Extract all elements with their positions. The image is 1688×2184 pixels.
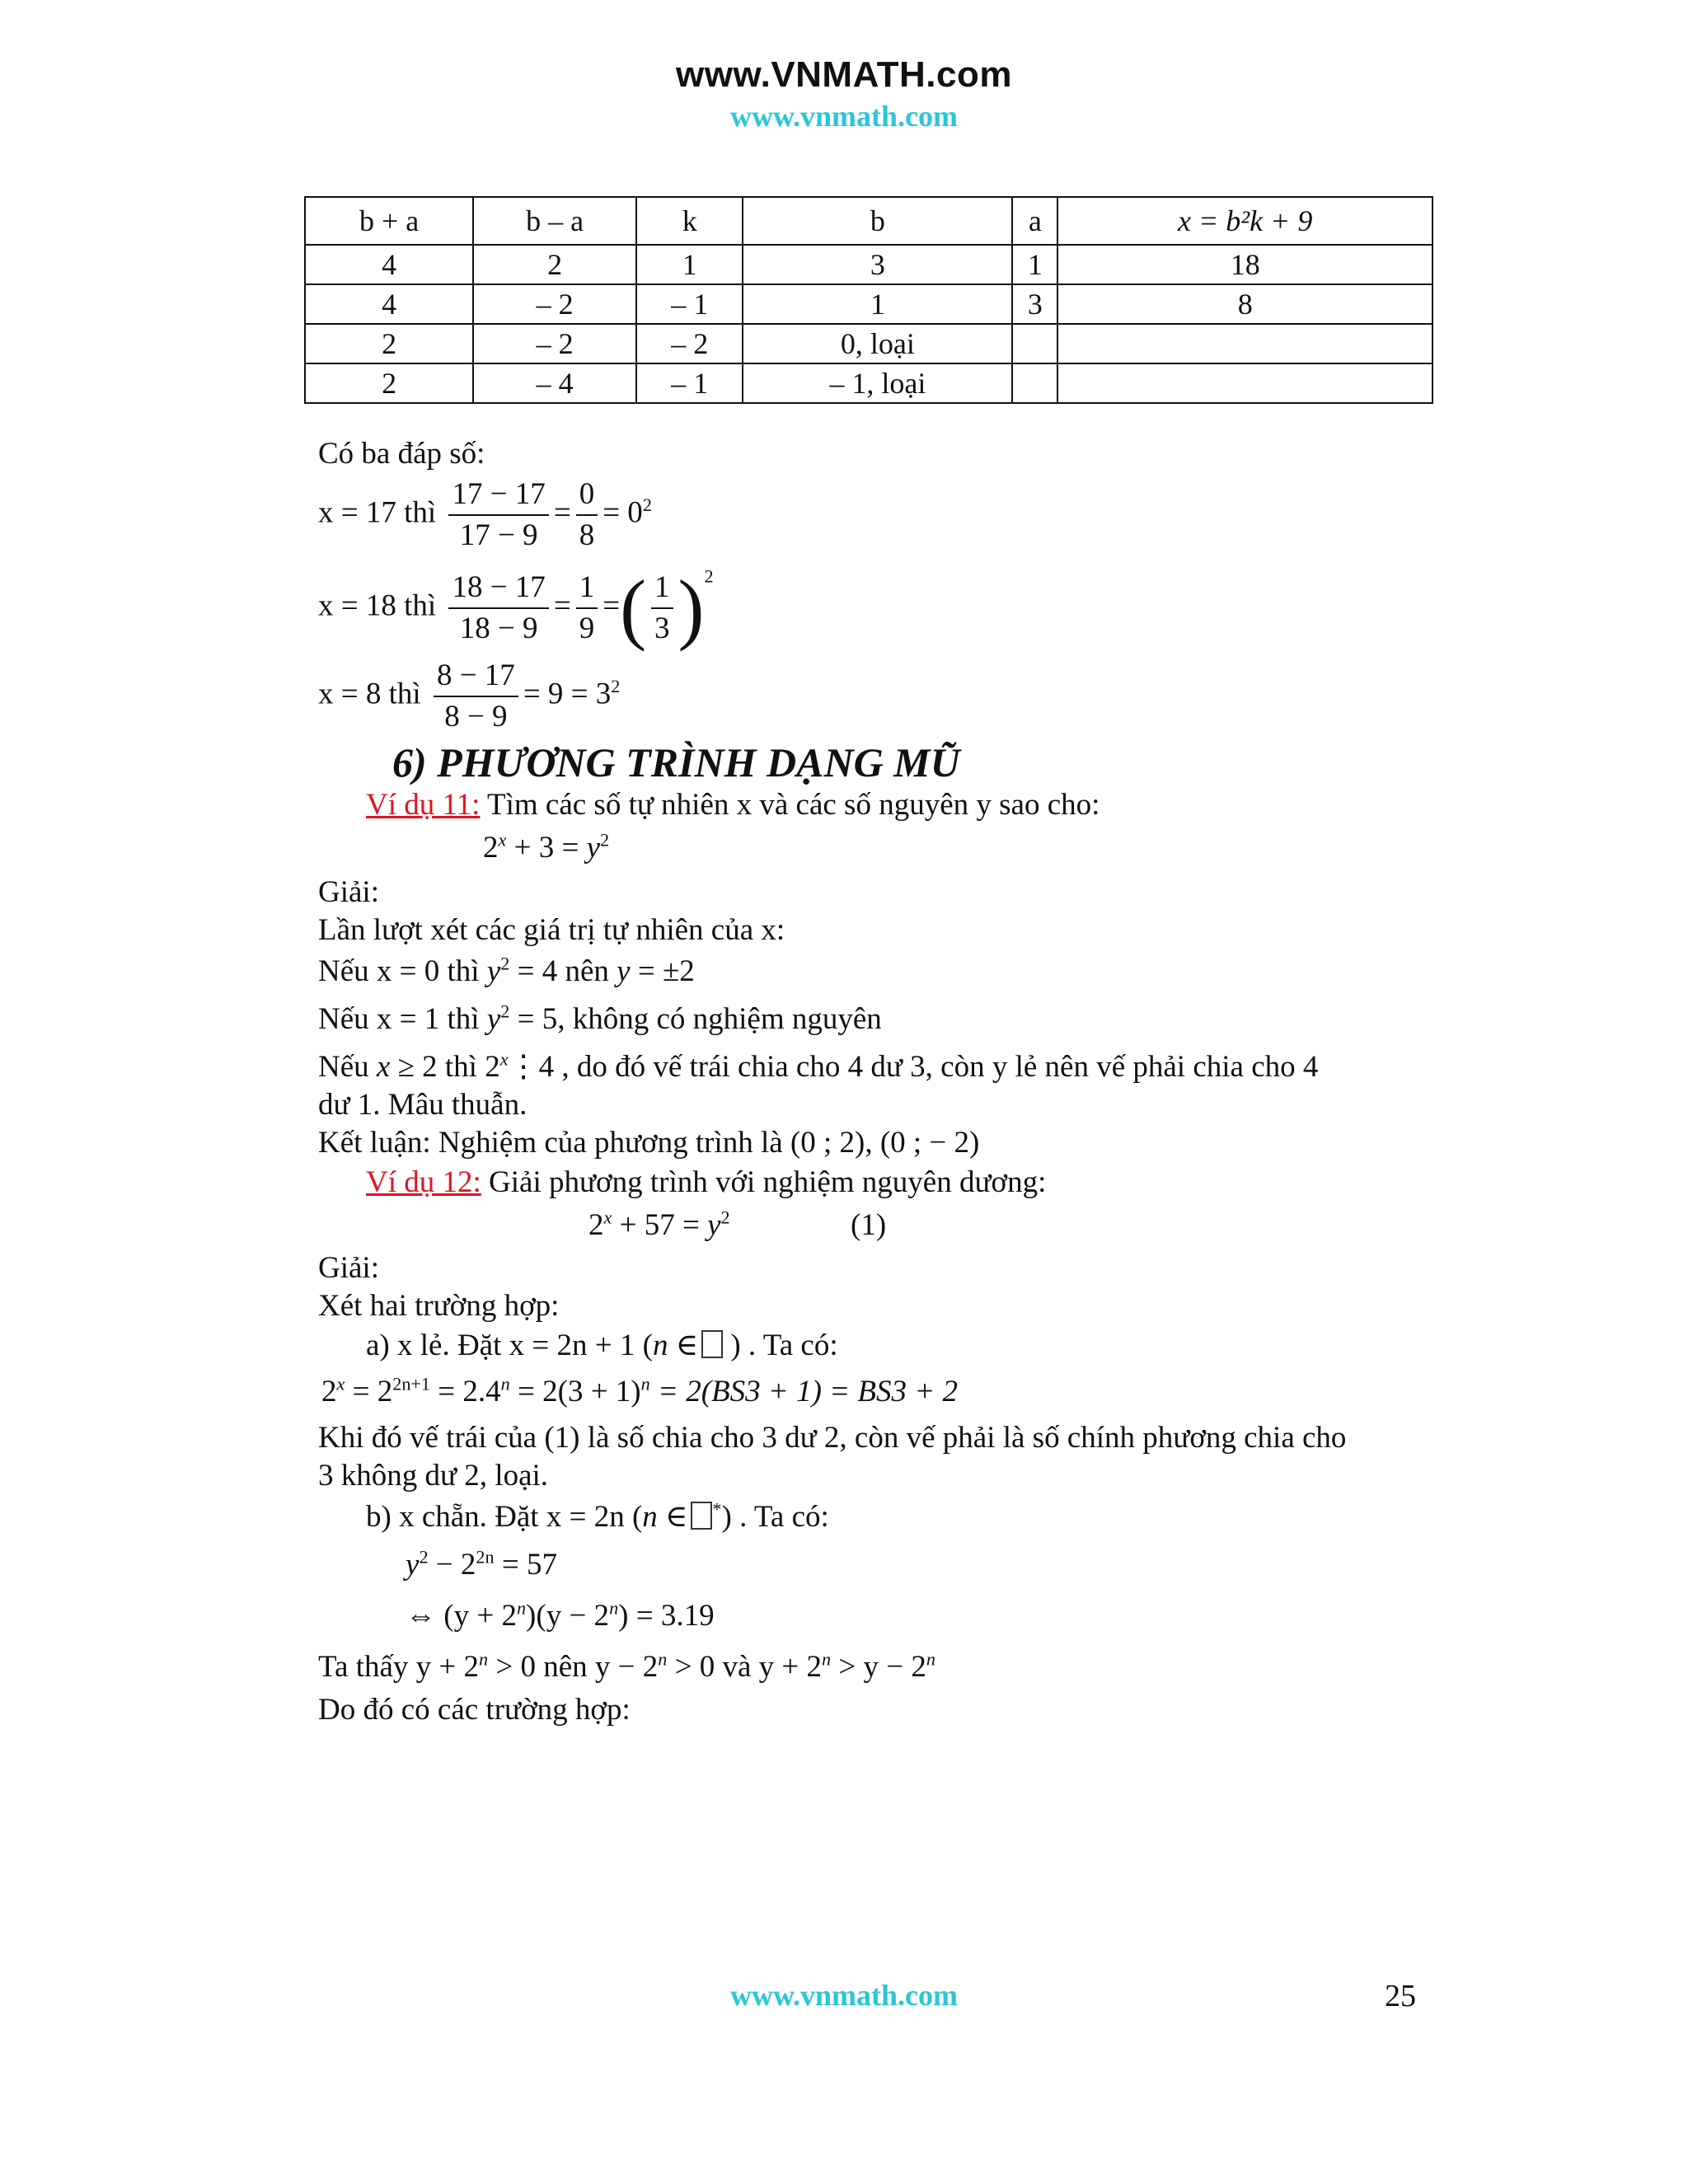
eq-part: 2 bbox=[321, 1375, 337, 1408]
text-line: 3 không dư 2, loại. bbox=[318, 1459, 549, 1493]
table-cell: 1 bbox=[1012, 245, 1057, 284]
parenthesized-fraction: ( $\frac{1}{3}$ ) bbox=[620, 564, 705, 652]
exponent: n bbox=[609, 1597, 619, 1619]
table-cell: 18 bbox=[1057, 245, 1432, 284]
eq-part: ⇔ (y + 2 bbox=[406, 1599, 517, 1633]
table-cell: 1 bbox=[743, 284, 1012, 324]
text-line bbox=[318, 1648, 935, 1686]
table-cell: – 2 bbox=[473, 324, 636, 363]
table-header-row bbox=[305, 197, 1432, 245]
text-line: Khi đó vế trái của (1) là số chia cho 3 dư 2, còn vế phải là số chính phương chia cho bbox=[318, 1421, 1347, 1455]
table-header-cell: a bbox=[1012, 197, 1057, 245]
text-part: ) . Ta có: bbox=[721, 1500, 829, 1534]
text-part: > y − 2 bbox=[831, 1650, 926, 1684]
text-line: Do đó có các trường hợp: bbox=[318, 1693, 631, 1727]
example-11-line bbox=[366, 786, 1100, 824]
table-cell: 2 bbox=[305, 324, 473, 363]
table-cell: – 1 bbox=[636, 363, 743, 403]
section-heading: 6) PHƯƠNG TRÌNH DẠNG MŨ bbox=[392, 739, 960, 785]
text-part: ≥ 2 thì 2 bbox=[390, 1050, 500, 1084]
table-cell: 3 bbox=[1012, 284, 1057, 324]
answer-lead: x = 17 thì bbox=[318, 495, 437, 530]
exponent: n bbox=[479, 1648, 489, 1670]
fraction bbox=[651, 571, 673, 645]
exponent: 2n bbox=[476, 1546, 495, 1568]
numerator: 17 − 17 bbox=[448, 478, 548, 516]
exponent: n bbox=[516, 1597, 527, 1619]
exponent: n bbox=[640, 1373, 650, 1394]
text-line bbox=[318, 1048, 1318, 1086]
fraction bbox=[576, 571, 598, 645]
table-row bbox=[305, 363, 1432, 403]
answer-line-1: x = 17 thì $\frac{17 - 17}{17 - 9}$ = $\frac{0}{8}$ = $0^2$ bbox=[318, 477, 652, 552]
denominator: 8 − 9 bbox=[444, 700, 508, 733]
text-part: = 4 nên bbox=[509, 954, 617, 988]
equation-number: (1) bbox=[851, 1208, 887, 1242]
numerator: 18 − 17 bbox=[448, 571, 548, 609]
table-cell: 4 bbox=[305, 284, 473, 324]
text-part: y bbox=[617, 954, 631, 988]
table-row bbox=[305, 245, 1432, 284]
fraction bbox=[576, 478, 598, 552]
site-subtitle-link[interactable]: www.vnmath.com bbox=[730, 100, 958, 133]
solution-label: Giải: bbox=[318, 875, 379, 909]
numerator: 1 bbox=[651, 571, 673, 609]
exponent: n bbox=[500, 1373, 510, 1394]
case-a-line bbox=[366, 1327, 838, 1365]
eq-part: = 2.4 bbox=[430, 1375, 501, 1408]
fraction bbox=[448, 478, 548, 552]
eq-part: y bbox=[586, 831, 601, 865]
text-part: > 0 nên y − 2 bbox=[488, 1650, 659, 1684]
answer-tail: = 0 bbox=[603, 495, 643, 530]
text-part: Ta thấy y + 2 bbox=[318, 1650, 480, 1684]
exponent: n bbox=[822, 1648, 832, 1670]
table-row bbox=[305, 324, 1432, 363]
table-header-cell: b – a bbox=[473, 197, 636, 245]
case-b-equation-1: $y^2 - 2^{2n} = 57$ bbox=[406, 1546, 557, 1582]
solution-label: Giải: bbox=[318, 1251, 379, 1285]
denominator: 18 − 9 bbox=[459, 612, 538, 645]
conclusion-line: Kết luận: Nghiệm của phương trình là (0 ; 2), (0 ; − 2) bbox=[318, 1126, 980, 1160]
answer-lead: x = 18 thì bbox=[318, 588, 437, 623]
table-header-cell: b + a bbox=[305, 197, 473, 245]
exponent: 2 bbox=[642, 494, 652, 516]
exponent: 2 bbox=[611, 676, 621, 697]
text-part: y bbox=[486, 954, 501, 988]
text-part: y bbox=[486, 1002, 501, 1036]
answer-line-3 bbox=[318, 659, 620, 733]
table-cell: 1 bbox=[636, 245, 743, 284]
fraction bbox=[448, 571, 548, 645]
text-part: ) . Ta có: bbox=[723, 1329, 838, 1362]
exponent: 2n+1 bbox=[392, 1373, 431, 1394]
exponent: 2 bbox=[600, 829, 610, 851]
eq-part: )(y − 2 bbox=[526, 1599, 610, 1633]
answer-tail: = 9 = 3 bbox=[523, 677, 612, 711]
denominator: 9 bbox=[579, 612, 595, 645]
table-header-cell: k bbox=[636, 197, 743, 245]
text-part: b) x chẵn. Đặt x = 2n ( bbox=[366, 1500, 643, 1534]
denominator: 8 bbox=[579, 518, 595, 552]
text-part: ∈ bbox=[657, 1500, 688, 1534]
text-line: dư 1. Mâu thuẫn. bbox=[318, 1088, 528, 1122]
exponent: n bbox=[658, 1648, 668, 1670]
text-line: Nếu x = 0 thì $y^2 = 4$ nên y = ±2 bbox=[318, 953, 695, 988]
example-11-label: Ví dụ 11: bbox=[366, 788, 481, 822]
eq-part: 2 bbox=[483, 831, 499, 865]
answer-line-2: x = 18 thì $\frac{18 - 17}{18 - 9}$ = $\frac{1}{9}$ = ( $\frac{1}{3}$ ) $^2$ bbox=[318, 564, 714, 652]
numerator: 0 bbox=[576, 478, 598, 516]
text-part: ∈ bbox=[668, 1329, 699, 1362]
table-cell: – 2 bbox=[473, 284, 636, 324]
exponent: x bbox=[336, 1373, 345, 1394]
text-part: Nếu x = 1 thì bbox=[318, 1002, 487, 1036]
example-12-text: Giải phương trình với nghiệm nguyên dương: bbox=[481, 1165, 1047, 1199]
example-12-label: Ví dụ 12: bbox=[366, 1165, 481, 1199]
eq-part: = 57 bbox=[494, 1548, 557, 1582]
exponent: 2 bbox=[704, 565, 714, 587]
exponent: * bbox=[712, 1498, 722, 1520]
table-cell: 8 bbox=[1057, 284, 1432, 324]
text-part: = 5, không có nghiệm nguyên bbox=[509, 1002, 882, 1036]
numerator: 1 bbox=[576, 571, 598, 609]
text-line: Lần lượt xét các giá trị tự nhiên của x: bbox=[318, 913, 785, 947]
site-title: www.VNMATH.com bbox=[676, 54, 1012, 95]
text-part: ⋮4 , do đó vế trái chia cho 4 dư 3, còn y lẻ nên vế phải chia cho 4 bbox=[508, 1050, 1319, 1084]
table-cell bbox=[1057, 324, 1432, 363]
fraction bbox=[434, 659, 518, 733]
eq-part: + 3 = bbox=[506, 831, 587, 865]
exponent: x bbox=[499, 1048, 509, 1070]
exponent: x bbox=[498, 829, 507, 851]
text-part: Nếu bbox=[318, 1050, 377, 1084]
page-number: 25 bbox=[1385, 1979, 1416, 2013]
table-cell: 0, loại bbox=[743, 324, 1012, 363]
exponent: 2 bbox=[720, 1207, 730, 1228]
natural-numbers-symbol-icon bbox=[701, 1330, 723, 1358]
eq-part: = 2(3 + 1) bbox=[509, 1375, 641, 1408]
footer-link[interactable]: www.vnmath.com bbox=[730, 1979, 958, 2012]
values-table bbox=[304, 196, 1433, 404]
table-header-cell: b bbox=[743, 197, 1012, 245]
eq-part: = 2 bbox=[345, 1375, 393, 1408]
case-b-equation-2 bbox=[406, 1597, 715, 1635]
table-cell: 2 bbox=[305, 363, 473, 403]
answer-lead: x = 8 thì bbox=[318, 677, 421, 711]
table-cell: – 2 bbox=[636, 324, 743, 363]
text-part: = ±2 bbox=[630, 954, 695, 988]
eq-part: = 2(BS3 + 1) = BS3 + 2 bbox=[649, 1375, 958, 1408]
eq-part: + 57 = bbox=[612, 1208, 708, 1242]
example-11-text: Tìm các số tự nhiên x và các số nguyên y sao cho: bbox=[480, 788, 1100, 822]
text-part: a) x lẻ. Đặt x = 2n + 1 ( bbox=[366, 1329, 653, 1362]
text-part: Nếu x = 0 thì bbox=[318, 954, 487, 988]
denominator: 3 bbox=[654, 612, 670, 645]
table-cell: 3 bbox=[743, 245, 1012, 284]
example-11-equation bbox=[483, 829, 609, 867]
eq-part: ) = 3.19 bbox=[618, 1599, 715, 1633]
table-cell: – 4 bbox=[473, 363, 636, 403]
example-12-line bbox=[366, 1164, 1046, 1202]
table-cell bbox=[1012, 324, 1057, 363]
text-part: x bbox=[376, 1050, 391, 1084]
case-b-line bbox=[366, 1498, 829, 1536]
table-cell: 4 bbox=[305, 245, 473, 284]
table-row bbox=[305, 284, 1432, 324]
denominator: 17 − 9 bbox=[459, 518, 538, 552]
text-line: Nếu x = 1 thì $y^2 = 5$, không có nghiệm nguyên bbox=[318, 1001, 882, 1036]
exponent: x bbox=[603, 1207, 612, 1228]
table-cell: 2 bbox=[473, 245, 636, 284]
table-cell bbox=[1012, 363, 1057, 403]
eq-part: y bbox=[707, 1208, 721, 1242]
text-line: Xét hai trường hợp: bbox=[318, 1289, 560, 1323]
text-part: > 0 và y + 2 bbox=[667, 1650, 823, 1684]
eq-part: 2 bbox=[460, 1548, 476, 1582]
exponent: n bbox=[926, 1648, 935, 1670]
case-a-equation bbox=[321, 1373, 958, 1411]
table-header-cell: x = b²k + 9 bbox=[1057, 197, 1432, 245]
table-cell: – 1, loại bbox=[743, 363, 1012, 403]
table-cell bbox=[1057, 363, 1432, 403]
natural-numbers-symbol-icon bbox=[691, 1502, 712, 1530]
table-cell: – 1 bbox=[636, 284, 743, 324]
eq-part: 2 bbox=[588, 1208, 604, 1242]
numerator: 8 − 17 bbox=[434, 659, 518, 697]
example-12-equation bbox=[588, 1207, 730, 1244]
text-part: n bbox=[652, 1329, 668, 1362]
answers-intro: Có ba đáp số: bbox=[318, 437, 485, 471]
text-part: n bbox=[642, 1500, 658, 1534]
